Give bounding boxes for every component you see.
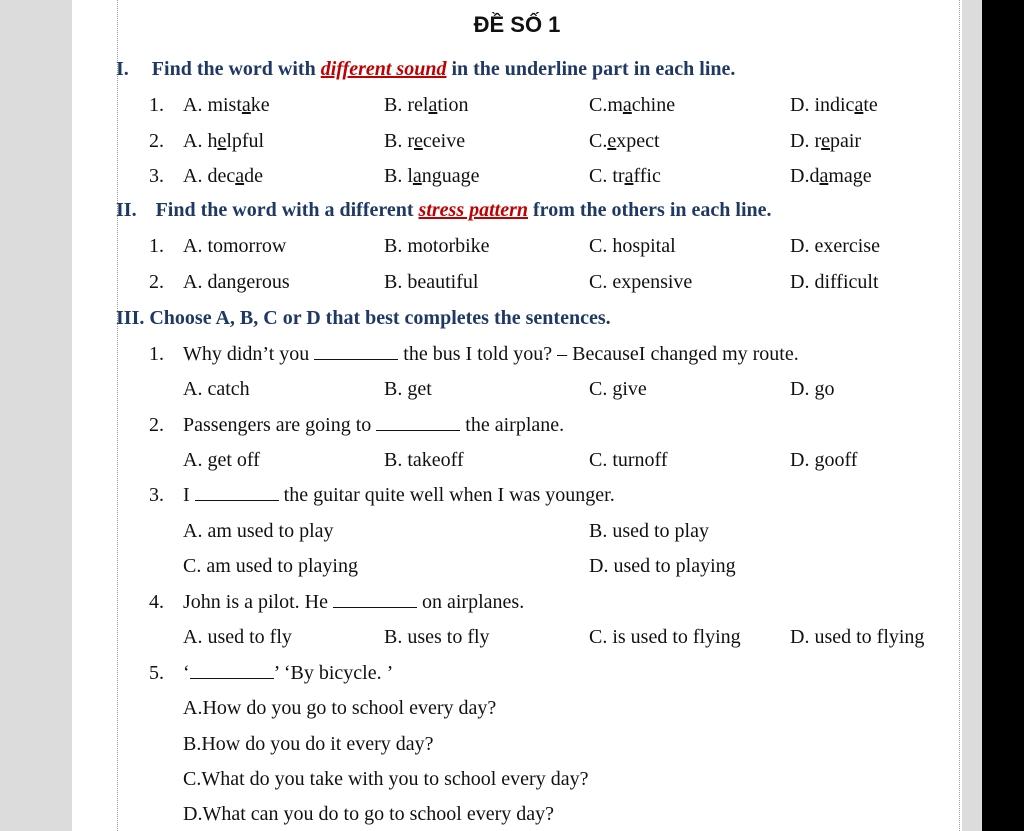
section-3-number: III. [116,307,145,329]
question-number: 4. [149,591,164,613]
question-2-stem: Passengers are going to the airplane. [183,414,565,436]
question-number: 3. [149,165,164,187]
section-1-pre: Find the word with [151,58,321,80]
section-3-heading [116,306,611,330]
answer-blank[interactable] [333,591,417,608]
section-3-text: Choose A, B, C or D that best completes the sentences. [149,307,611,329]
option-d[interactable]: D. difficult [790,271,879,293]
answer-blank[interactable] [376,414,460,431]
option-a[interactable]: A. catch [183,378,250,400]
option-a[interactable]: A. tomorrow [183,235,287,257]
question-number: 1. [149,343,164,365]
option-c[interactable]: C. hospital [589,235,676,257]
option-d[interactable]: D.damage [790,165,872,187]
option-d[interactable]: D. indicate [790,94,878,116]
option-a[interactable]: A. decade [183,165,263,187]
section-1-number: I. [116,58,129,80]
option-d[interactable]: D. gooff [790,449,858,471]
option-d[interactable]: D. used to playing [589,555,736,577]
option-b[interactable]: B.How do you do it every day? [183,733,434,755]
question-3-stem: I the guitar quite well when I was younger. [183,484,615,506]
answer-blank[interactable] [190,662,274,679]
option-b[interactable]: B. used to play [589,520,709,542]
option-b[interactable]: B. uses to fly [384,626,490,648]
option-d[interactable]: D. go [790,378,835,400]
option-d[interactable]: D. used to flying [790,626,925,648]
answer-blank[interactable] [195,484,279,501]
option-c[interactable]: C. give [589,378,647,400]
option-a[interactable]: A. am used to play [183,520,334,542]
question-number: 2. [149,130,164,152]
page-title: ĐỀ SỐ 1 [473,12,561,37]
question-number: 2. [149,271,164,293]
option-b[interactable]: B. get [384,378,432,400]
option-c[interactable]: C. am used to playing [183,555,358,577]
option-c[interactable]: C.expect [589,130,660,152]
option-c[interactable]: C. is used to flying [589,626,741,648]
option-a[interactable]: A. mistake [183,94,270,116]
option-b[interactable]: B. beautiful [384,271,479,293]
section-2-pre: Find the word with a different [155,199,419,221]
left-margin-area [0,0,72,831]
document-page [72,0,962,831]
question-4-stem: John is a pilot. He on airplanes. [183,591,525,613]
option-b[interactable]: B. language [384,165,480,187]
option-c[interactable]: C.machine [589,94,676,116]
section-2-heading [116,198,772,222]
option-b[interactable]: B. motorbike [384,235,490,257]
section-2-number: II. [116,199,137,221]
question-number: 1. [149,235,164,257]
option-d[interactable]: D. repair [790,130,862,152]
option-d[interactable]: D.What can you do to go to school every day? [183,803,555,825]
question-1-stem: Why didn’t you the bus I told you? – BecauseI changed my route. [183,343,799,365]
section-2-emphasis: stress pattern [418,199,529,221]
option-b[interactable]: B. receive [384,130,466,152]
option-d[interactable]: D. exercise [790,235,880,257]
option-a[interactable]: A. get off [183,449,260,471]
option-a[interactable]: A. dangerous [183,271,290,293]
question-number: 5. [149,662,164,684]
answer-blank[interactable] [314,343,398,360]
option-c[interactable]: C.What do you take with you to school every day? [183,768,589,790]
option-a[interactable]: A. helpful [183,130,265,152]
question-5-stem: ‘ ’ ‘By bicycle. ’ [183,662,394,684]
option-c[interactable]: C. turnoff [589,449,668,471]
option-b[interactable]: B. takeoff [384,449,464,471]
right-margin-guide [959,0,960,831]
option-c[interactable]: C. traffic [589,165,661,187]
option-c[interactable]: C. expensive [589,271,693,293]
left-margin-guide [117,0,118,831]
option-a[interactable]: A.How do you go to school every day? [183,697,497,719]
question-number: 2. [149,414,164,436]
section-1-post: in the underline part in each line. [446,58,736,80]
section-2-post: from the others in each line. [528,199,772,221]
section-1-emphasis: different sound [320,58,447,80]
right-margin-area [962,0,982,831]
question-number: 3. [149,484,164,506]
option-b[interactable]: B. relation [384,94,469,116]
question-number: 1. [149,94,164,116]
section-1-heading [116,57,735,81]
option-a[interactable]: A. used to fly [183,626,292,648]
